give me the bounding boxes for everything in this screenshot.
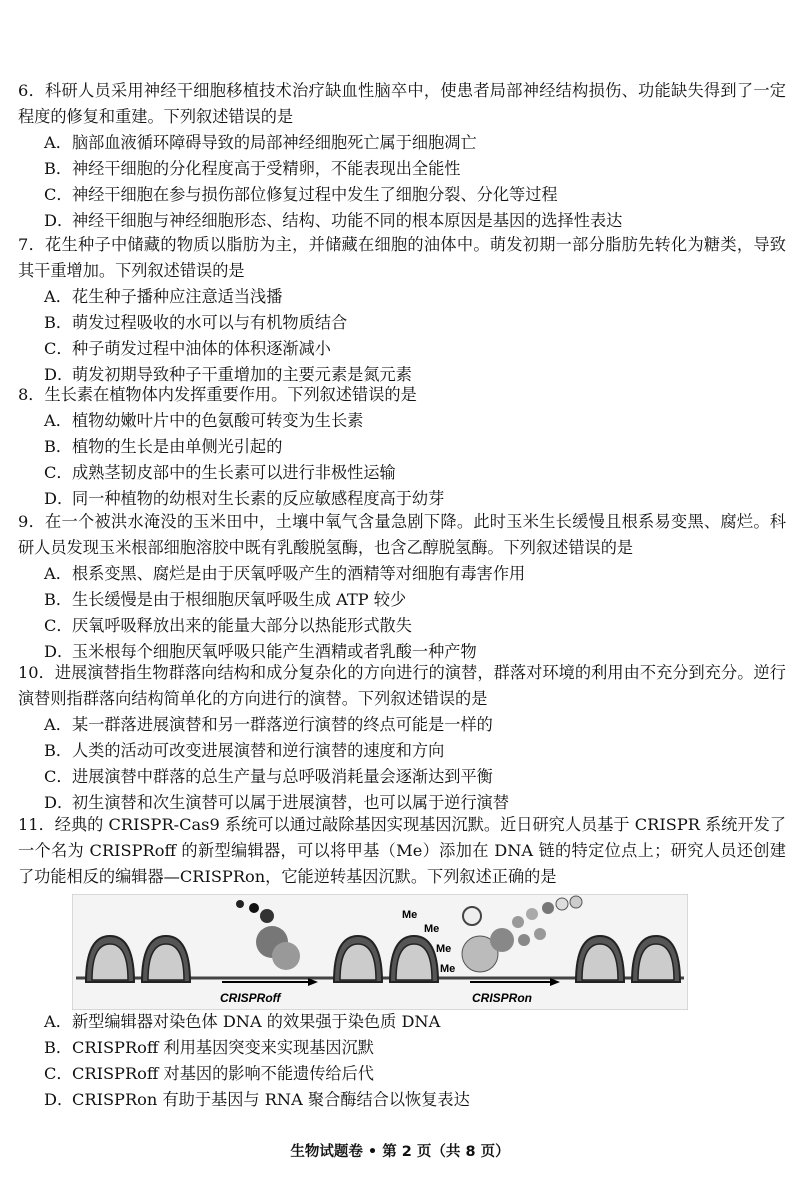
option-text: 新型编辑器对染色体 DNA 的效果强于染色质 DNA	[72, 1012, 441, 1031]
question-stem: 7．花生种子中储藏的物质以脂肪为主，并储藏在细胞的油体中。萌发初期一部分脂肪先转化为糖类，导致其干重增加。下列叙述错误的是	[18, 235, 786, 280]
option-b	[18, 1035, 786, 1061]
question-stem: 11．经典的 CRISPR-Cas9 系统可以通过敲除基因实现基因沉默。近日研究人员基于 CRISPR 系统开发了一个名为 CRISPRoff 的新型编辑器，可以将甲基（Me）添加在 DNA 链的特定位点上；研究人员还创建了功能相反的编辑器—CRISPRon，它能逆转基因沉默。下列叙述正确的是	[18, 815, 786, 886]
option-b	[18, 738, 786, 764]
option-text: 根系变黑、腐烂是由于厌氧呼吸产生的酒精等对细胞有毒害作用	[72, 564, 526, 583]
option-letter: B．	[44, 159, 73, 178]
page-footer: 生物试题卷 • 第 2 页（共 8 页）	[290, 1144, 510, 1160]
option-text: 某一群落进展演替和另一群落逆行演替的终点可能是一样的	[72, 715, 493, 734]
crispr-figure	[72, 894, 688, 1010]
option-c	[18, 764, 786, 790]
option-text: 脑部血液循环障碍导致的局部神经细胞死亡属于细胞凋亡	[72, 133, 477, 152]
me-label: Me	[402, 909, 418, 921]
question-11	[18, 812, 786, 890]
crisproff-label: CRISPRoff	[220, 991, 281, 1005]
option-letter: C．	[44, 463, 73, 482]
option-text: CRISPRoff 利用基因突变来实现基因沉默	[72, 1038, 374, 1057]
option-letter: B．	[44, 590, 73, 609]
option-c	[18, 182, 786, 208]
option-text: 植物的生长是由单侧光引起的	[72, 437, 283, 456]
option-text: 种子萌发过程中油体的体积逐渐减小	[72, 339, 331, 358]
question-7	[18, 232, 786, 388]
option-letter: B．	[44, 313, 73, 332]
option-text: 植物幼嫩叶片中的色氨酸可转变为生长素	[72, 411, 364, 430]
me-label: Me	[424, 923, 440, 935]
option-c	[18, 460, 786, 486]
question-6	[18, 78, 786, 234]
option-b	[18, 434, 786, 460]
option-text: 神经干细胞的分化程度高于受精卵，不能表现出全能性	[72, 159, 461, 178]
option-c	[18, 613, 786, 639]
option-letter: D．	[44, 489, 74, 508]
crispron-label: CRISPRon	[472, 991, 532, 1005]
option-a	[18, 284, 786, 310]
question-stem: 8．生长素在植物体内发挥重要作用。下列叙述错误的是	[18, 385, 417, 404]
option-letter: A．	[44, 715, 72, 734]
option-letter: C．	[44, 616, 73, 635]
option-text: 生长缓慢是由于根细胞厌氧呼吸生成 ATP 较少	[72, 590, 407, 609]
crispr-diagram	[72, 894, 688, 1010]
option-text: 进展演替中群落的总生产量与总呼吸消耗量会逐渐达到平衡	[72, 767, 493, 786]
option-letter: A．	[44, 564, 72, 583]
option-letter: D．	[44, 365, 74, 384]
option-a	[18, 712, 786, 738]
option-text: CRISPRon 有助于基因与 RNA 聚合酶结合以恢复表达	[72, 1090, 470, 1109]
option-b	[18, 310, 786, 336]
option-letter: A．	[44, 1012, 72, 1031]
option-text: 厌氧呼吸释放出来的能量大部分以热能形式散失	[72, 616, 412, 635]
option-letter: B．	[44, 437, 73, 456]
question-9	[18, 509, 786, 665]
option-text: 成熟茎韧皮部中的生长素可以进行非极性运输	[72, 463, 396, 482]
option-letter: D．	[44, 642, 74, 661]
option-c	[18, 336, 786, 362]
me-label: Me	[436, 943, 452, 955]
option-text: 萌发过程吸收的水可以与有机物质结合	[72, 313, 348, 332]
question-stem: 6．科研人员采用神经干细胞移植技术治疗缺血性脑卒中，使患者局部神经结构损伤、功能缺失得到了一定程度的修复和重建。下列叙述错误的是	[18, 81, 786, 126]
option-letter: D．	[44, 793, 74, 812]
question-stem: 10．进展演替指生物群落向结构和成分复杂化的方向进行的演替，群落对环境的利用由不充分到充分。逆行演替则指群落向结构简单化的方向进行的演替。下列叙述错误的是	[18, 663, 786, 708]
option-b	[18, 156, 786, 182]
option-letter: C．	[44, 339, 73, 358]
option-a	[18, 1009, 786, 1035]
option-letter: D．	[44, 1090, 74, 1109]
option-text: 萌发初期导致种子干重增加的主要元素是氮元素	[72, 365, 412, 384]
option-d	[18, 1087, 786, 1113]
question-11-options	[18, 1009, 786, 1113]
option-letter: C．	[44, 1064, 73, 1083]
option-text: 玉米根每个细胞厌氧呼吸只能产生酒精或者乳酸一种产物	[72, 642, 477, 661]
option-a	[18, 561, 786, 587]
option-text: 神经干细胞在参与损伤部位修复过程中发生了细胞分裂、分化等过程	[72, 185, 558, 204]
option-text: 花生种子播种应注意适当浅播	[72, 287, 283, 306]
option-letter: C．	[44, 767, 73, 786]
option-letter: B．	[44, 741, 73, 760]
me-label: Me	[440, 963, 456, 975]
option-text: 神经干细胞与神经细胞形态、结构、功能不同的根本原因是基因的选择性表达	[72, 211, 623, 230]
option-letter: A．	[44, 287, 72, 306]
option-letter: C．	[44, 185, 73, 204]
option-letter: A．	[44, 133, 72, 152]
question-stem: 9．在一个被洪水淹没的玉米田中，土壤中氧气含量急剧下降。此时玉米生长缓慢且根系易变黑、腐烂。科研人员发现玉米根部细胞溶胶中既有乳酸脱氢酶，也含乙醇脱氢酶。下列叙述错误的是	[18, 512, 786, 557]
option-text: 人类的活动可改变进展演替和逆行演替的速度和方向	[72, 741, 445, 760]
question-8	[18, 382, 786, 512]
option-text: 初生演替和次生演替可以属于进展演替，也可以属于逆行演替	[72, 793, 510, 812]
option-letter: D．	[44, 211, 74, 230]
option-text: CRISPRoff 对基因的影响不能遗传给后代	[72, 1064, 374, 1083]
option-a	[18, 130, 786, 156]
option-c	[18, 1061, 786, 1087]
option-b	[18, 587, 786, 613]
option-letter: B．	[44, 1038, 73, 1057]
option-letter: A．	[44, 411, 72, 430]
option-text: 同一种植物的幼根对生长素的反应敏感程度高于幼芽	[72, 489, 445, 508]
question-10	[18, 660, 786, 816]
option-d	[18, 208, 786, 234]
option-a	[18, 408, 786, 434]
